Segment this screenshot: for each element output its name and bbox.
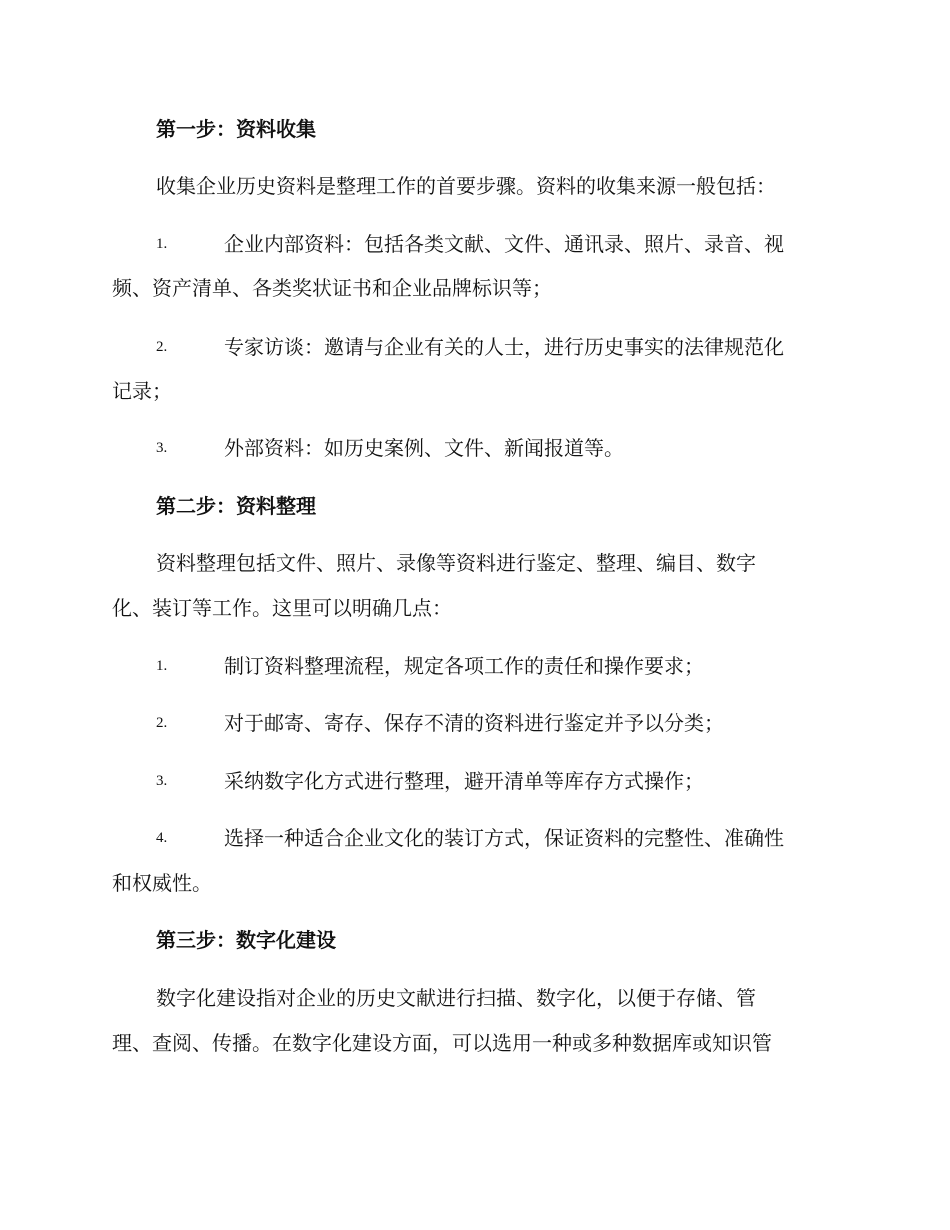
section-3-intro-line-2: 理、查阅、传播。在数字化建设方面，可以选用一种或多种数据库或知识管 [112, 1031, 772, 1055]
list-item-line: 记录； [112, 379, 172, 403]
list-item-number: 2. [156, 715, 168, 731]
list-item-number: 4. [156, 830, 168, 846]
section-2-intro-line-1: 资料整理包括文件、照片、录像等资料进行鉴定、整理、编目、数字 [156, 551, 756, 575]
list-item-line: 专家访谈：邀请与企业有关的人士，进行历史事实的法律规范化 [224, 335, 784, 359]
list-item-line: 企业内部资料：包括各类文献、文件、通讯录、照片、录音、视 [224, 232, 784, 256]
list-item-line: 选择一种适合企业文化的装订方式，保证资料的完整性、准确性 [224, 826, 784, 850]
list-item-number: 1. [156, 658, 168, 674]
section-heading-3: 第三步：数字化建设 [156, 928, 336, 952]
section-heading-2: 第二步：资料整理 [156, 494, 316, 518]
list-item-number: 2. [156, 339, 168, 355]
list-item-number: 3. [156, 773, 168, 789]
list-item-line: 对于邮寄、寄存、保存不清的资料进行鉴定并予以分类； [224, 711, 724, 735]
list-item-line: 和权威性。 [112, 871, 212, 895]
section-3-intro-line-1: 数字化建设指对企业的历史文献进行扫描、数字化，以便于存储、管 [156, 986, 756, 1010]
list-item-number: 3. [156, 440, 168, 456]
list-item-line: 外部资料：如历史案例、文件、新闻报道等。 [224, 436, 624, 460]
section-1-intro-line-1: 收集企业历史资料是整理工作的首要步骤。资料的收集来源一般包括： [156, 174, 776, 198]
list-item-number: 1. [156, 236, 168, 252]
section-2-intro-line-2: 化、装订等工作。这里可以明确几点： [112, 596, 452, 620]
section-heading-1: 第一步：资料收集 [156, 117, 316, 141]
list-item-line: 制订资料整理流程，规定各项工作的责任和操作要求； [224, 654, 704, 678]
list-item-line: 频、资产清单、各类奖状证书和企业品牌标识等； [112, 276, 552, 300]
list-item-line: 采纳数字化方式进行整理，避开清单等库存方式操作； [224, 769, 704, 793]
